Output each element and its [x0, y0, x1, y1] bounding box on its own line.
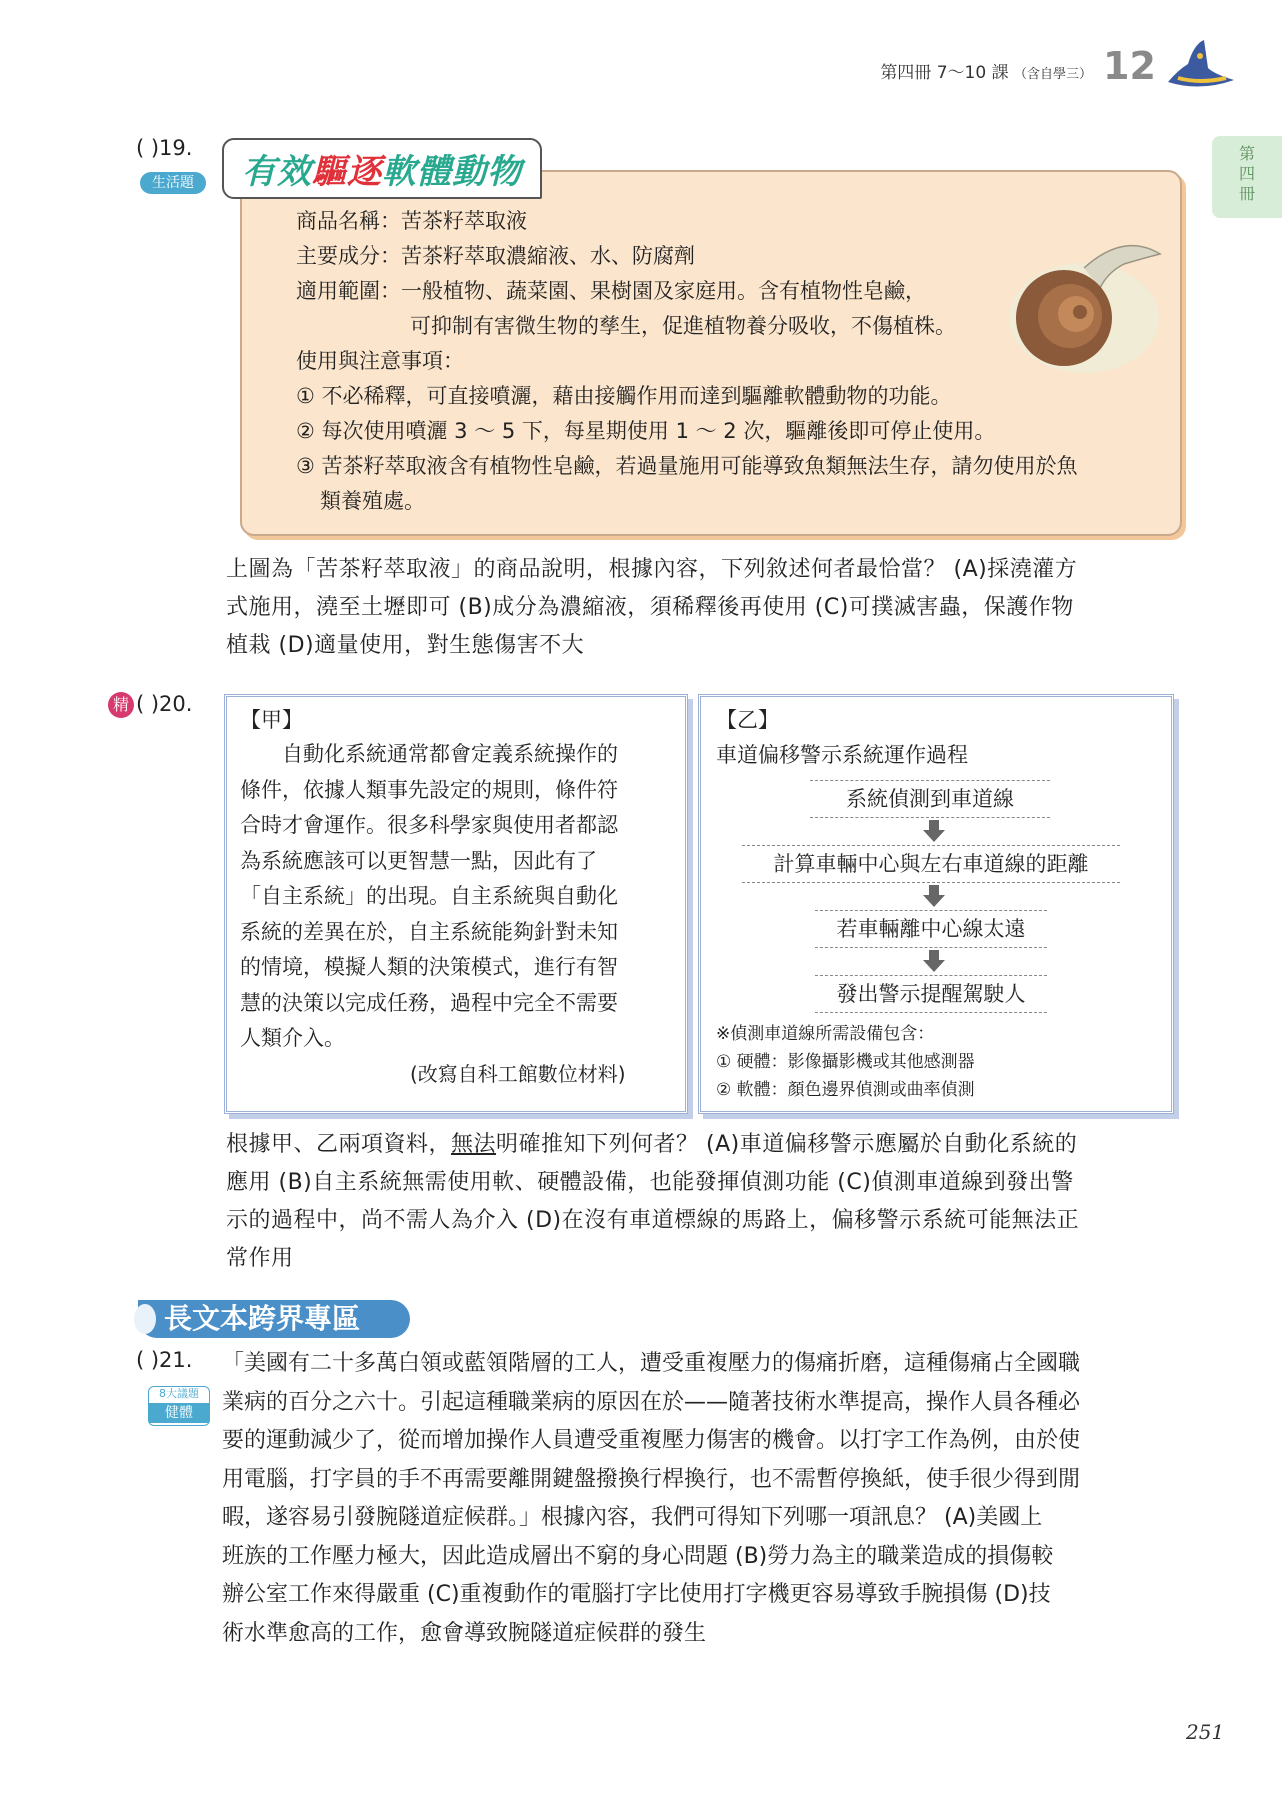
card-line: 可抑制有害微生物的孳生，促進植物養分吸收，不傷植株。 [410, 314, 956, 338]
card-line: 使用與注意事項： [296, 349, 464, 373]
flow-arrow-icon [923, 830, 945, 842]
yi-notes: ※偵測車道線所需設備包含： ① 硬體：影像攝影機或其他感測器 ② 軟體：顏色邊界偵測或曲率偵測 [716, 1024, 975, 1100]
snail-illustration [1004, 228, 1164, 378]
wizard-hat-icon [1164, 34, 1236, 92]
jia-title: 【甲】 [240, 708, 303, 732]
q19-question-line: 植栽 (D)適量使用，對生態傷害不大 [226, 633, 585, 658]
q21-passage: 「美國有二十多萬白領或藍領階層的工人，遭受重複壓力的傷痛折磨，這種傷痛占全國職 業病的百分之六十。引起這種職業病的原因在於——隨著技術水準提高，操作人員各種必 要的運動減少了，從而增加操作人員遭受重複壓力傷害的機會。以打字工作為例，由於使 用電腦，打字員的手不再需要離開鍵盤撥換行桿換行，也不需暫停換紙，使手很少得到閒 暇，遂容易引發腕隧道症候群。」根據內容，我們可得知下列哪一項訊息？ (A)美國上 班族的工作壓力極大，因此造成層出不窮的身心問題 (B)勞力為主的職業造成的損傷較 辦公室工作來得嚴重 (C)重複動作的電腦打字比使用打字機更容易導致手腕損傷 (D)技 術水準愈高的工作，愈會導致腕隧道症候群的發生 [222, 1351, 1081, 1646]
flow-arrow-icon [923, 960, 945, 972]
card-line: 主要成分：苦茶籽萃取濃縮液、水、防腐劑 [296, 244, 695, 268]
flow-step: 若車輛離中心線太遠 [815, 910, 1047, 948]
flow-arrow-icon [929, 885, 939, 895]
flow-step: 系統偵測到車道線 [810, 780, 1050, 818]
chapter-number: 12 [1103, 44, 1156, 88]
card-line: 類養殖處。 [320, 489, 425, 513]
section-title: 長文本跨界專區 [138, 1300, 410, 1338]
card-line: 適用範圍：一般植物、蔬菜園、果樹園及家庭用。含有植物性皂鹼， [296, 279, 926, 303]
q21-number: ( )21. [136, 1348, 193, 1372]
card-line: ① 不必稀釋，可直接噴灑，藉由接觸作用而達到驅離軟體動物的功能。 [296, 384, 952, 408]
header-small: （含自學三） [1013, 67, 1092, 82]
q21-tag: 8大議題 健體 [148, 1386, 210, 1426]
q19-tag: 生活題 [140, 172, 206, 194]
flow-arrow-icon [929, 820, 939, 830]
flow-arrow-icon [929, 950, 939, 960]
yi-title: 【乙】 [716, 708, 779, 732]
flow-arrow-icon [923, 895, 945, 907]
q20-question-line: 常作用 [226, 1246, 294, 1271]
card-line: ② 每次使用噴灑 3 ～ 5 下，每星期使用 1 ～ 2 次，驅離後即可停止使用。 [296, 419, 996, 443]
q20-question-line: 示的過程中，尚不需人為介入 (D)在沒有車道標線的馬路上，偏移警示系統可能無法正 [226, 1208, 1080, 1233]
header-text: 第四冊 7～10 課 [880, 63, 1009, 83]
card-line: 商品名稱：苦茶籽萃取液 [296, 209, 527, 233]
running-header [880, 58, 1092, 83]
q19-question-line: 上圖為「苦茶籽萃取液」的商品說明，根據內容，下列敘述何者最恰當？ (A)採澆灌方 [226, 557, 1078, 582]
q20-question-line: 根據甲、乙兩項資料，無法明確推知下列何者？ (A)車道偏移警示應屬於自動化系統的 [226, 1132, 1078, 1157]
volume-side-tab: 第 四 冊 [1212, 136, 1282, 218]
jia-source: (改寫自科工館數位材料) [410, 1062, 626, 1086]
product-card-title: 有效驅逐軟體動物 [222, 138, 542, 199]
jia-passage: 自動化系統通常都會定義系統操作的 條件，依據人類事先設定的規則，條件符 合時才會運作。很多科學家與使用者都認 為系統應該可以更智慧一點，因此有了 「自主系統」的出現。自主系統與自動化 系統的差異在於，自主系統能夠針對未知 的情境，模擬人類的決策模式，進行有智 慧的決策以完成任務，過程中完全不需要 人類介入。 [240, 742, 618, 1050]
page-number: 251 [1186, 1720, 1225, 1744]
q20-question-line: 應用 (B)自主系統無需使用軟、硬體設備，也能發揮偵測功能 (C)偵測車道線到發出警 [226, 1170, 1074, 1195]
card-line: ③ 苦茶籽萃取液含有植物性皂鹼，若過量施用可能導致魚類無法生存，請勿使用於魚 [296, 454, 1078, 478]
featured-badge: 精 [108, 692, 134, 718]
q20-number: ( )20. [136, 692, 193, 716]
flow-step: 發出警示提醒駕駛人 [815, 975, 1047, 1013]
yi-subtitle: 車道偏移警示系統運作過程 [716, 743, 968, 767]
q19-number: ( )19. [136, 136, 193, 160]
q19-question-line: 式施用，澆至土壢即可 (B)成分為濃縮液，須稀釋後再使用 (C)可撲滅害蟲，保護作物 [226, 595, 1074, 620]
flow-step: 計算車輛中心與左右車道線的距離 [742, 845, 1120, 883]
